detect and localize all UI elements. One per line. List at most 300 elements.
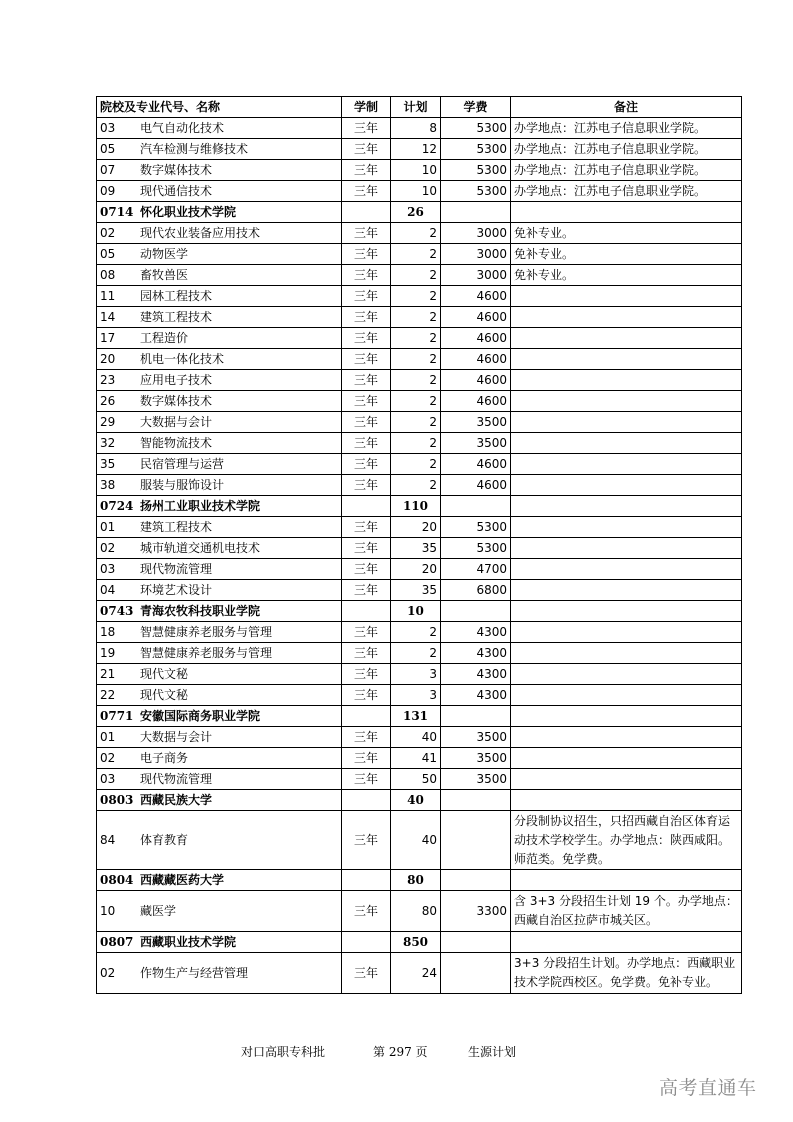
xuezhi-cell: 三年 xyxy=(342,139,391,160)
major-row xyxy=(97,328,742,349)
major-name: 数字媒体技术 xyxy=(140,163,213,177)
school-code: 0803 xyxy=(100,793,134,807)
major-name-cell xyxy=(97,811,342,870)
major-name: 服装与服饰设计 xyxy=(140,478,225,492)
major-code: 02 xyxy=(100,751,116,765)
major-name: 大数据与会计 xyxy=(140,730,213,744)
xuezhi-cell: 三年 xyxy=(342,118,391,139)
xuefei-cell: 4300 xyxy=(441,643,511,664)
beizhu-cell: 办学地点：江苏电子信息职业学院。 xyxy=(511,181,742,202)
school-row xyxy=(97,496,742,517)
school-name-cell xyxy=(97,601,342,622)
school-name: 安徽国际商务职业学院 xyxy=(140,709,261,723)
jihua-cell: 2 xyxy=(391,622,441,643)
beizhu-cell xyxy=(511,727,742,748)
xuefei-cell: 4600 xyxy=(441,475,511,496)
major-row xyxy=(97,622,742,643)
major-name: 现代通信技术 xyxy=(140,184,213,198)
major-code: 02 xyxy=(100,966,116,980)
xuezhi-cell: 三年 xyxy=(342,475,391,496)
xuefei-cell: 4600 xyxy=(441,328,511,349)
school-code: 0714 xyxy=(100,205,134,219)
jihua-cell: 2 xyxy=(391,265,441,286)
major-name: 现代文秘 xyxy=(140,667,189,681)
jihua-cell: 41 xyxy=(391,748,441,769)
school-code: 0804 xyxy=(100,873,134,887)
jihua-cell: 2 xyxy=(391,643,441,664)
major-row xyxy=(97,118,742,139)
xuezhi-cell: 三年 xyxy=(342,811,391,870)
school-code: 0724 xyxy=(100,499,134,513)
xuezhi-cell xyxy=(342,706,391,727)
major-code: 29 xyxy=(100,415,116,429)
major-name: 现代物流管理 xyxy=(140,562,213,576)
xuefei-cell: 3500 xyxy=(441,769,511,790)
beizhu-cell xyxy=(511,454,742,475)
xuefei-cell: 6800 xyxy=(441,580,511,601)
school-name-cell xyxy=(97,932,342,953)
major-name-cell xyxy=(97,265,342,286)
school-total-plan: 80 xyxy=(391,870,441,891)
major-name-cell xyxy=(97,622,342,643)
major-name-cell xyxy=(97,307,342,328)
table-body xyxy=(97,118,742,994)
xuezhi-cell xyxy=(342,932,391,953)
school-name-cell xyxy=(97,202,342,223)
major-name-cell xyxy=(97,286,342,307)
major-name-cell xyxy=(97,391,342,412)
major-name-cell xyxy=(97,433,342,454)
xuezhi-cell: 三年 xyxy=(342,580,391,601)
xuezhi-cell: 三年 xyxy=(342,286,391,307)
school-total-plan: 26 xyxy=(391,202,441,223)
xuefei-cell: 5300 xyxy=(441,160,511,181)
header-beizhu: 备注 xyxy=(511,97,742,118)
major-name-cell xyxy=(97,891,342,932)
beizhu-cell: 含 3+3 分段招生计划 19 个。办学地点：西藏自治区拉萨市城关区。 xyxy=(511,891,742,932)
xuefei-cell: 4600 xyxy=(441,286,511,307)
footer-plan-type: 生源计划 xyxy=(468,1045,517,1059)
xuefei-cell: 4600 xyxy=(441,454,511,475)
major-code: 08 xyxy=(100,268,116,282)
major-code: 17 xyxy=(100,331,116,345)
school-code: 0743 xyxy=(100,604,134,618)
major-row xyxy=(97,454,742,475)
jihua-cell: 24 xyxy=(391,953,441,994)
major-code: 38 xyxy=(100,478,116,492)
school-row xyxy=(97,202,742,223)
beizhu-cell xyxy=(511,349,742,370)
xuefei-cell: 4700 xyxy=(441,559,511,580)
beizhu-cell xyxy=(511,370,742,391)
major-name-cell xyxy=(97,953,342,994)
major-name: 建筑工程技术 xyxy=(140,520,213,534)
major-name-cell xyxy=(97,685,342,706)
major-name-cell xyxy=(97,475,342,496)
xuezhi-cell: 三年 xyxy=(342,643,391,664)
major-code: 05 xyxy=(100,247,116,261)
school-name-cell xyxy=(97,790,342,811)
beizhu-cell xyxy=(511,622,742,643)
major-name: 现代农业装备应用技术 xyxy=(140,226,261,240)
major-name: 电气自动化技术 xyxy=(140,121,225,135)
jihua-cell: 2 xyxy=(391,223,441,244)
jihua-cell: 2 xyxy=(391,307,441,328)
major-name-cell xyxy=(97,223,342,244)
xuefei-cell: 4300 xyxy=(441,664,511,685)
xuefei-cell xyxy=(441,496,511,517)
jihua-cell: 2 xyxy=(391,286,441,307)
school-name: 青海农牧科技职业学院 xyxy=(140,604,261,618)
beizhu-cell xyxy=(511,202,742,223)
major-name: 汽车检测与维修技术 xyxy=(140,142,249,156)
jihua-cell: 2 xyxy=(391,412,441,433)
major-name-cell xyxy=(97,160,342,181)
major-name-cell xyxy=(97,748,342,769)
beizhu-cell xyxy=(511,769,742,790)
major-code: 19 xyxy=(100,646,116,660)
xuefei-cell: 4300 xyxy=(441,622,511,643)
major-name-cell xyxy=(97,727,342,748)
beizhu-cell: 免补专业。 xyxy=(511,244,742,265)
jihua-cell: 2 xyxy=(391,328,441,349)
beizhu-cell xyxy=(511,517,742,538)
major-name: 藏医学 xyxy=(140,904,177,918)
beizhu-cell xyxy=(511,433,742,454)
xuezhi-cell: 三年 xyxy=(342,891,391,932)
xuezhi-cell: 三年 xyxy=(342,622,391,643)
xuezhi-cell: 三年 xyxy=(342,391,391,412)
xuefei-cell xyxy=(441,706,511,727)
header-xuefei: 学费 xyxy=(441,97,511,118)
major-row xyxy=(97,559,742,580)
jihua-cell: 10 xyxy=(391,160,441,181)
jihua-cell: 20 xyxy=(391,517,441,538)
xuefei-cell xyxy=(441,811,511,870)
major-row xyxy=(97,953,742,994)
major-name: 电子商务 xyxy=(140,751,189,765)
beizhu-cell: 办学地点：江苏电子信息职业学院。 xyxy=(511,118,742,139)
xuezhi-cell xyxy=(342,496,391,517)
beizhu-cell: 办学地点：江苏电子信息职业学院。 xyxy=(511,160,742,181)
jihua-cell: 50 xyxy=(391,769,441,790)
major-row xyxy=(97,160,742,181)
school-name: 扬州工业职业技术学院 xyxy=(140,499,261,513)
major-name: 大数据与会计 xyxy=(140,415,213,429)
xuezhi-cell: 三年 xyxy=(342,181,391,202)
school-code: 0807 xyxy=(100,935,134,949)
beizhu-cell xyxy=(511,932,742,953)
enrollment-plan-table xyxy=(96,96,742,994)
xuezhi-cell: 三年 xyxy=(342,433,391,454)
major-code: 03 xyxy=(100,772,116,786)
major-code: 20 xyxy=(100,352,116,366)
major-code: 21 xyxy=(100,667,116,681)
xuezhi-cell: 三年 xyxy=(342,517,391,538)
school-name: 西藏藏医药大学 xyxy=(140,873,225,887)
major-row xyxy=(97,139,742,160)
major-name-cell xyxy=(97,517,342,538)
major-name: 现代物流管理 xyxy=(140,772,213,786)
xuefei-cell xyxy=(441,953,511,994)
major-row xyxy=(97,517,742,538)
xuefei-cell: 3500 xyxy=(441,748,511,769)
xuezhi-cell xyxy=(342,202,391,223)
school-row xyxy=(97,706,742,727)
jihua-cell: 20 xyxy=(391,559,441,580)
jihua-cell: 3 xyxy=(391,685,441,706)
major-name-cell xyxy=(97,559,342,580)
jihua-cell: 40 xyxy=(391,727,441,748)
major-name: 机电一体化技术 xyxy=(140,352,225,366)
major-code: 11 xyxy=(100,289,116,303)
major-name-cell xyxy=(97,181,342,202)
school-row xyxy=(97,870,742,891)
beizhu-cell: 免补专业。 xyxy=(511,265,742,286)
major-code: 01 xyxy=(100,520,116,534)
major-row xyxy=(97,349,742,370)
xuefei-cell: 4600 xyxy=(441,370,511,391)
major-name-cell xyxy=(97,139,342,160)
major-name: 环境艺术设计 xyxy=(140,583,213,597)
beizhu-cell xyxy=(511,328,742,349)
major-name: 作物生产与经营管理 xyxy=(140,966,249,980)
major-code: 02 xyxy=(100,541,116,555)
school-total-plan: 110 xyxy=(391,496,441,517)
xuezhi-cell: 三年 xyxy=(342,685,391,706)
major-row xyxy=(97,412,742,433)
header-xuezhi: 学制 xyxy=(342,97,391,118)
jihua-cell: 35 xyxy=(391,580,441,601)
school-total-plan: 40 xyxy=(391,790,441,811)
xuefei-cell xyxy=(441,870,511,891)
school-total-plan: 131 xyxy=(391,706,441,727)
major-row xyxy=(97,685,742,706)
school-name-cell xyxy=(97,870,342,891)
major-row xyxy=(97,370,742,391)
xuefei-cell xyxy=(441,790,511,811)
xuefei-cell: 4600 xyxy=(441,349,511,370)
major-code: 14 xyxy=(100,310,116,324)
major-code: 32 xyxy=(100,436,116,450)
xuezhi-cell: 三年 xyxy=(342,953,391,994)
major-name: 工程造价 xyxy=(140,331,189,345)
major-row xyxy=(97,538,742,559)
major-code: 02 xyxy=(100,226,116,240)
table-header-row xyxy=(97,97,742,118)
xuefei-cell: 5300 xyxy=(441,517,511,538)
xuefei-cell: 3500 xyxy=(441,727,511,748)
major-row xyxy=(97,811,742,870)
footer-batch: 对口高职专科批 xyxy=(241,1045,326,1059)
xuezhi-cell: 三年 xyxy=(342,769,391,790)
major-name-cell xyxy=(97,664,342,685)
xuezhi-cell: 三年 xyxy=(342,412,391,433)
major-name-cell xyxy=(97,643,342,664)
xuezhi-cell: 三年 xyxy=(342,349,391,370)
major-code: 03 xyxy=(100,121,116,135)
xuezhi-cell: 三年 xyxy=(342,328,391,349)
major-row xyxy=(97,391,742,412)
beizhu-cell xyxy=(511,559,742,580)
major-code: 22 xyxy=(100,688,116,702)
xuefei-cell: 3000 xyxy=(441,244,511,265)
footer-page-number: 第 297 页 xyxy=(373,1045,428,1059)
xuezhi-cell: 三年 xyxy=(342,307,391,328)
jihua-cell: 2 xyxy=(391,433,441,454)
major-row xyxy=(97,307,742,328)
xuezhi-cell xyxy=(342,790,391,811)
major-name: 畜牧兽医 xyxy=(140,268,189,282)
beizhu-cell xyxy=(511,685,742,706)
major-code: 09 xyxy=(100,184,116,198)
beizhu-cell: 办学地点：江苏电子信息职业学院。 xyxy=(511,139,742,160)
school-name-cell xyxy=(97,496,342,517)
major-name: 动物医学 xyxy=(140,247,189,261)
beizhu-cell xyxy=(511,790,742,811)
major-row xyxy=(97,223,742,244)
beizhu-cell: 分段制协议招生，只招西藏自治区体育运动技术学校学生。办学地点：陕西咸阳。师范类。免学费。 xyxy=(511,811,742,870)
jihua-cell: 2 xyxy=(391,391,441,412)
major-name-cell xyxy=(97,118,342,139)
major-row xyxy=(97,286,742,307)
beizhu-cell xyxy=(511,538,742,559)
xuezhi-cell: 三年 xyxy=(342,538,391,559)
major-code: 01 xyxy=(100,730,116,744)
xuefei-cell xyxy=(441,202,511,223)
major-code: 35 xyxy=(100,457,116,471)
xuefei-cell: 4600 xyxy=(441,307,511,328)
major-code: 04 xyxy=(100,583,116,597)
xuezhi-cell: 三年 xyxy=(342,244,391,265)
school-total-plan: 850 xyxy=(391,932,441,953)
major-code: 10 xyxy=(100,904,116,918)
major-row xyxy=(97,433,742,454)
major-name: 体育教育 xyxy=(140,833,189,847)
major-name-cell xyxy=(97,370,342,391)
major-code: 07 xyxy=(100,163,116,177)
major-name: 园林工程技术 xyxy=(140,289,213,303)
major-row xyxy=(97,748,742,769)
xuezhi-cell: 三年 xyxy=(342,265,391,286)
major-row xyxy=(97,580,742,601)
xuezhi-cell: 三年 xyxy=(342,559,391,580)
watermark: 高考直通车 xyxy=(659,1077,757,1099)
xuefei-cell: 3500 xyxy=(441,433,511,454)
major-name-cell xyxy=(97,412,342,433)
major-name-cell xyxy=(97,538,342,559)
major-code: 18 xyxy=(100,625,116,639)
major-name: 智慧健康养老服务与管理 xyxy=(140,646,273,660)
xuefei-cell: 3300 xyxy=(441,891,511,932)
jihua-cell: 40 xyxy=(391,811,441,870)
xuezhi-cell: 三年 xyxy=(342,454,391,475)
major-row xyxy=(97,891,742,932)
major-name-cell xyxy=(97,769,342,790)
xuefei-cell: 4300 xyxy=(441,685,511,706)
major-row xyxy=(97,769,742,790)
xuefei-cell: 5300 xyxy=(441,538,511,559)
major-name: 数字媒体技术 xyxy=(140,394,213,408)
beizhu-cell xyxy=(511,580,742,601)
major-name-cell xyxy=(97,454,342,475)
school-total-plan: 10 xyxy=(391,601,441,622)
major-name: 智能物流技术 xyxy=(140,436,213,450)
major-row xyxy=(97,664,742,685)
major-code: 05 xyxy=(100,142,116,156)
xuefei-cell: 4600 xyxy=(441,391,511,412)
jihua-cell: 10 xyxy=(391,181,441,202)
xuefei-cell: 3500 xyxy=(441,412,511,433)
school-name: 西藏职业技术学院 xyxy=(140,935,237,949)
xuezhi-cell: 三年 xyxy=(342,223,391,244)
jihua-cell: 2 xyxy=(391,454,441,475)
beizhu-cell xyxy=(511,412,742,433)
major-name-cell xyxy=(97,244,342,265)
xuefei-cell: 5300 xyxy=(441,139,511,160)
beizhu-cell xyxy=(511,664,742,685)
xuezhi-cell: 三年 xyxy=(342,160,391,181)
major-row xyxy=(97,727,742,748)
xuefei-cell: 3000 xyxy=(441,223,511,244)
jihua-cell: 2 xyxy=(391,370,441,391)
major-name: 建筑工程技术 xyxy=(140,310,213,324)
beizhu-cell xyxy=(511,870,742,891)
major-name: 智慧健康养老服务与管理 xyxy=(140,625,273,639)
major-name-cell xyxy=(97,349,342,370)
major-name: 民宿管理与运营 xyxy=(140,457,225,471)
beizhu-cell xyxy=(511,643,742,664)
xuefei-cell: 3000 xyxy=(441,265,511,286)
major-code: 23 xyxy=(100,373,116,387)
school-row xyxy=(97,932,742,953)
beizhu-cell: 免补专业。 xyxy=(511,223,742,244)
major-row xyxy=(97,181,742,202)
major-code: 03 xyxy=(100,562,116,576)
xuezhi-cell xyxy=(342,601,391,622)
school-name-cell xyxy=(97,706,342,727)
major-name: 城市轨道交通机电技术 xyxy=(140,541,261,555)
school-row xyxy=(97,790,742,811)
xuefei-cell: 5300 xyxy=(441,181,511,202)
xuefei-cell xyxy=(441,932,511,953)
beizhu-cell: 3+3 分段招生计划。办学地点：西藏职业技术学院西校区。免学费。免补专业。 xyxy=(511,953,742,994)
header-jihua: 计划 xyxy=(391,97,441,118)
beizhu-cell xyxy=(511,307,742,328)
xuezhi-cell: 三年 xyxy=(342,748,391,769)
beizhu-cell xyxy=(511,706,742,727)
school-code: 0771 xyxy=(100,709,134,723)
major-code: 84 xyxy=(100,833,116,847)
header-name: 院校及专业代号、名称 xyxy=(97,97,342,118)
school-name: 西藏民族大学 xyxy=(140,793,213,807)
jihua-cell: 35 xyxy=(391,538,441,559)
beizhu-cell xyxy=(511,601,742,622)
jihua-cell: 2 xyxy=(391,475,441,496)
major-row xyxy=(97,265,742,286)
xuezhi-cell: 三年 xyxy=(342,664,391,685)
major-name-cell xyxy=(97,328,342,349)
major-row xyxy=(97,643,742,664)
beizhu-cell xyxy=(511,748,742,769)
beizhu-cell xyxy=(511,286,742,307)
xuezhi-cell xyxy=(342,870,391,891)
school-name: 怀化职业技术学院 xyxy=(140,205,237,219)
major-row xyxy=(97,244,742,265)
jihua-cell: 80 xyxy=(391,891,441,932)
jihua-cell: 2 xyxy=(391,244,441,265)
major-row xyxy=(97,475,742,496)
